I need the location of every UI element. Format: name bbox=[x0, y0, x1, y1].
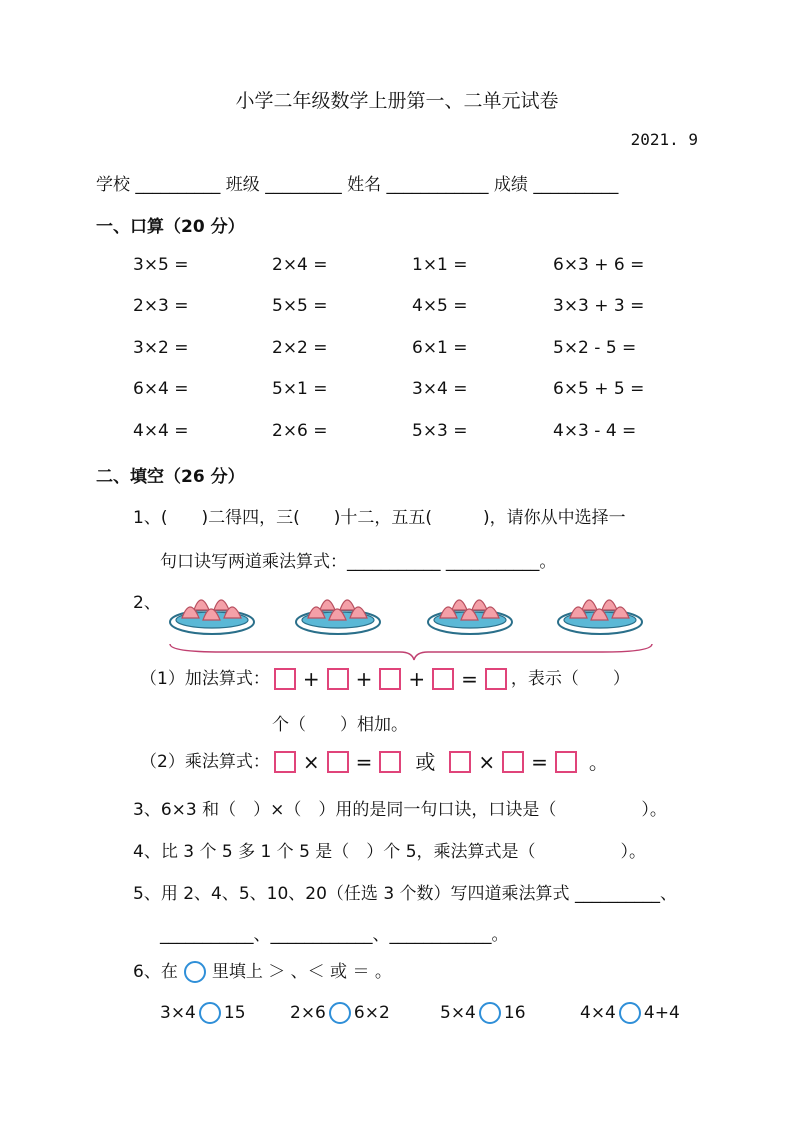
answer-box[interactable] bbox=[502, 751, 524, 773]
plus-sign: + bbox=[355, 667, 373, 691]
equals-sign: = bbox=[461, 667, 478, 691]
section-1-title: 一、口算（20 分） bbox=[96, 217, 245, 237]
compare-left: 3×4 bbox=[160, 1003, 196, 1023]
student-info-line: 学校 __________ 班级 _________ 姓名 ____________ 成绩 __________ bbox=[96, 175, 619, 195]
calc-item: 2×6 = bbox=[272, 421, 328, 441]
question-2-part-2 bbox=[140, 750, 612, 774]
question-6-instruction: 里填上 ＞ 、＜ 或 ＝ 。 bbox=[211, 962, 392, 982]
answer-box[interactable] bbox=[379, 751, 401, 773]
compare-circle[interactable] bbox=[619, 1002, 641, 1024]
calc-item: 2×4 = bbox=[272, 255, 328, 275]
question-1-line-1: 1、( )二得四，三( )十二，五五( )，请你从中选择一 bbox=[133, 508, 626, 528]
question-1-line-2: 句口诀写两道乘法算式：___________ ___________。 bbox=[160, 552, 557, 572]
times-sign: × bbox=[478, 750, 496, 774]
question-2-part-1-line-2: 个（ ）相加。 bbox=[272, 715, 408, 735]
question-2-part-1 bbox=[140, 667, 630, 691]
bun-plate bbox=[428, 600, 512, 634]
addition-tail: ，表示（ ） bbox=[510, 669, 630, 689]
answer-box[interactable] bbox=[327, 668, 349, 690]
calc-item: 5×1 = bbox=[272, 379, 328, 399]
compare-left: 5×4 bbox=[440, 1003, 476, 1023]
times-sign: × bbox=[302, 750, 320, 774]
equals-sign: = bbox=[355, 750, 373, 774]
calc-item: 5×3 = bbox=[412, 421, 468, 441]
answer-box[interactable] bbox=[555, 751, 577, 773]
equals-sign: = bbox=[531, 750, 548, 774]
compare-circle[interactable] bbox=[329, 1002, 351, 1024]
bun-plate bbox=[558, 600, 642, 634]
question-2-number: 2、 bbox=[133, 593, 161, 613]
compare-item bbox=[580, 1001, 680, 1025]
calc-item: 6×5 + 5 = bbox=[553, 379, 645, 399]
section-2-title: 二、填空（26 分） bbox=[96, 467, 245, 487]
question-5-line-2: ___________、____________、____________。 bbox=[160, 925, 509, 945]
compare-left: 2×6 bbox=[290, 1003, 326, 1023]
calc-item: 4×4 = bbox=[133, 421, 189, 441]
calc-item: 3×2 = bbox=[133, 338, 189, 358]
calc-item: 6×3 + 6 = bbox=[553, 255, 645, 275]
question-4: 4、比 3 个 5 多 1 个 5 是（ ）个 5，乘法算式是（ ）。 bbox=[133, 842, 647, 862]
calc-item: 5×5 = bbox=[272, 296, 328, 316]
calc-item: 6×4 = bbox=[133, 379, 189, 399]
bun-plate bbox=[170, 600, 254, 634]
answer-box[interactable] bbox=[485, 668, 507, 690]
calc-item: 4×5 = bbox=[412, 296, 468, 316]
compare-item bbox=[290, 1001, 390, 1025]
compare-circle[interactable] bbox=[199, 1002, 221, 1024]
plus-sign: + bbox=[302, 667, 320, 691]
bun-plates-illustration bbox=[162, 580, 662, 662]
plus-sign: + bbox=[408, 667, 426, 691]
answer-box[interactable] bbox=[274, 751, 296, 773]
period: 。 bbox=[588, 750, 609, 774]
exam-date: 2021. 9 bbox=[630, 130, 698, 149]
circle-icon bbox=[184, 961, 206, 983]
compare-right: 16 bbox=[503, 1003, 526, 1023]
calc-item: 2×2 = bbox=[272, 338, 328, 358]
answer-box[interactable] bbox=[274, 668, 296, 690]
calc-item: 1×1 = bbox=[412, 255, 468, 275]
calc-item: 3×3 + 3 = bbox=[553, 296, 645, 316]
multiplication-label: （2）乘法算式： bbox=[140, 752, 270, 772]
calc-item: 3×5 = bbox=[133, 255, 189, 275]
question-6-prefix: 6、在 bbox=[133, 962, 178, 982]
calc-item: 4×3 - 4 = bbox=[553, 421, 637, 441]
addition-label: （1）加法算式： bbox=[140, 669, 270, 689]
calc-item: 3×4 = bbox=[412, 379, 468, 399]
answer-box[interactable] bbox=[432, 668, 454, 690]
calc-item: 5×2 - 5 = bbox=[553, 338, 637, 358]
answer-box[interactable] bbox=[449, 751, 471, 773]
compare-right: 4+4 bbox=[643, 1003, 680, 1023]
compare-right: 15 bbox=[223, 1003, 246, 1023]
compare-item bbox=[160, 1001, 246, 1025]
compare-circle[interactable] bbox=[479, 1002, 501, 1024]
calc-item: 6×1 = bbox=[412, 338, 468, 358]
or-word: 或 bbox=[415, 750, 436, 774]
answer-box[interactable] bbox=[327, 751, 349, 773]
question-3: 3、6×3 和（ ）×（ ）用的是同一句口诀，口诀是（ ）。 bbox=[133, 800, 667, 820]
compare-right: 6×2 bbox=[353, 1003, 390, 1023]
question-5-line-1: 5、用 2、4、5、10、20（任选 3 个数）写四道乘法算式 __________、 bbox=[133, 884, 677, 904]
calc-item: 2×3 = bbox=[133, 296, 189, 316]
page-title: 小学二年级数学上册第一、二单元试卷 bbox=[235, 90, 559, 112]
compare-item bbox=[440, 1001, 526, 1025]
compare-left: 4×4 bbox=[580, 1003, 616, 1023]
question-6 bbox=[133, 960, 392, 984]
grouping-brace bbox=[170, 644, 652, 660]
answer-box[interactable] bbox=[379, 668, 401, 690]
bun-plate bbox=[296, 600, 380, 634]
